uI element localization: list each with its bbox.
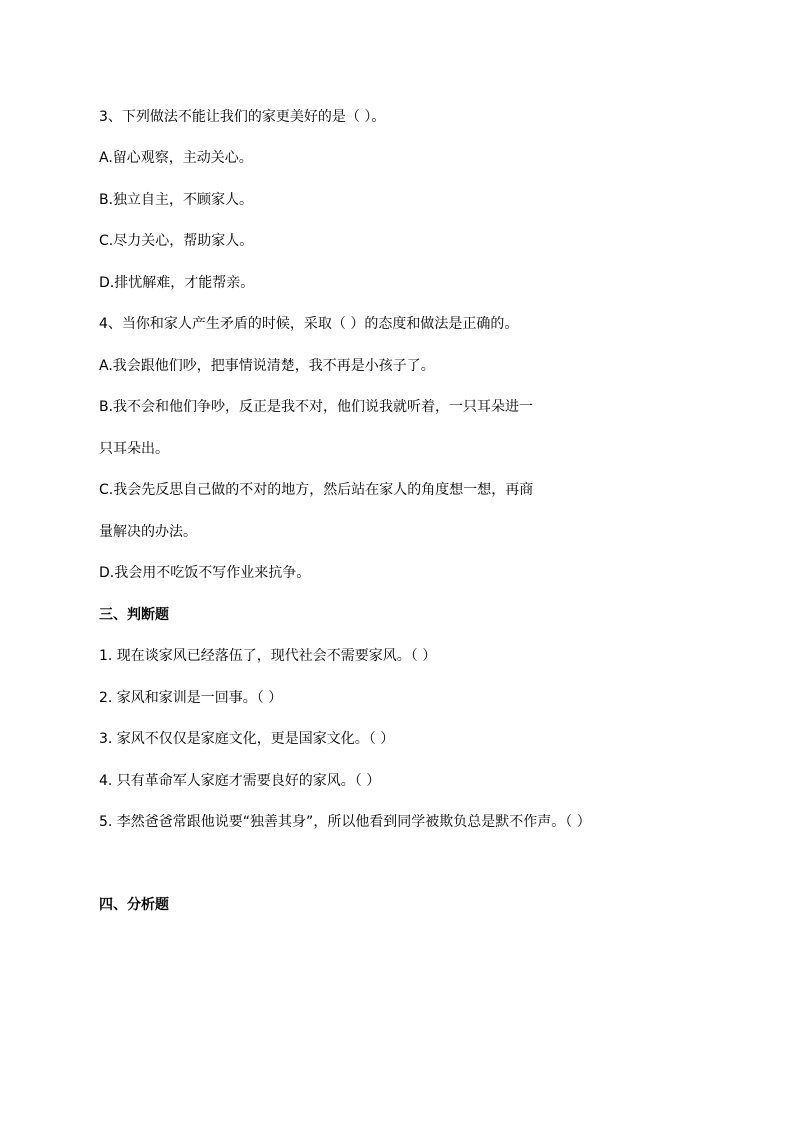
judgment-item-4: 4. 只有革命军人家庭才需要良好的家风。（ ） xyxy=(99,773,381,789)
question-3-option-c: C.尽力关心，帮助家人。 xyxy=(99,233,254,249)
judgment-item-5: 5. 李然爸爸常跟他说要“独善其身”，所以他看到同学被欺负总是默不作声。（ ） xyxy=(99,814,591,830)
question-3-stem: 3、下列做法不能让我们的家更美好的是（ ）。 xyxy=(99,109,386,125)
question-4-option-c-continued: 量解决的办法。 xyxy=(99,524,197,540)
question-4-option-a: A.我会跟他们吵，把事情说清楚，我不再是小孩子了。 xyxy=(99,358,435,374)
question-3-option-a: A.留心观察，主动关心。 xyxy=(99,150,253,166)
question-3-option-d: D.排忧解难，才能帮亲。 xyxy=(99,275,255,291)
judgment-item-3: 3. 家风不仅仅是家庭文化，更是国家文化。（ ） xyxy=(99,731,395,747)
judgment-item-2: 2. 家风和家训是一回事。（ ） xyxy=(99,690,283,706)
question-3-option-b: B.独立自主，不顾家人。 xyxy=(99,192,254,208)
section-4-heading: 四、分析题 xyxy=(99,897,169,913)
question-4-option-c: C.我会先反思自己做的不对的地方，然后站在家人的角度想一想，再商 xyxy=(99,482,534,498)
section-3-heading: 三、判断题 xyxy=(99,607,169,623)
question-4-option-b: B.我不会和他们争吵，反正是我不对，他们说我就听着，一只耳朵进一 xyxy=(99,399,534,415)
question-4-option-d: D.我会用不吃饭不写作业来抗争。 xyxy=(99,565,311,581)
judgment-item-1: 1. 现在谈家风已经落伍了，现代社会不需要家风。（ ） xyxy=(99,648,437,664)
question-4-stem: 4、当你和家人产生矛盾的时候，采取（ ）的态度和做法是正确的。 xyxy=(99,316,519,332)
question-4-option-b-continued: 只耳朵出。 xyxy=(99,441,169,457)
